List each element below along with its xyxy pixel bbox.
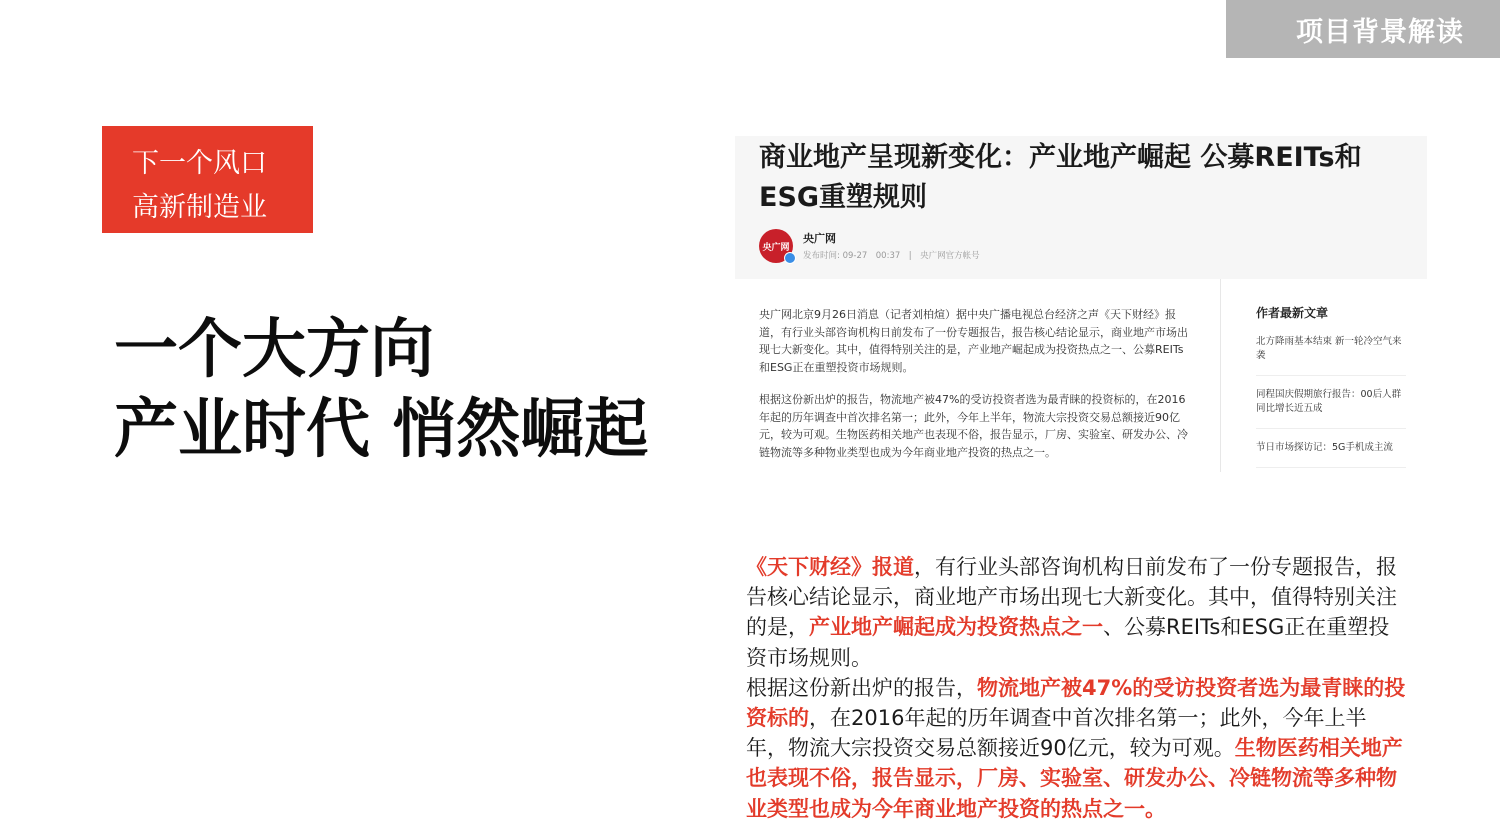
article-screenshot	[735, 136, 1427, 472]
main-headline	[114, 310, 648, 470]
article-divider	[1220, 279, 1221, 472]
source-name: 央广网	[803, 232, 836, 245]
author-sidebar	[1256, 304, 1406, 472]
article-paragraph: 央广网北京9月26日消息（记者刘柏煊）据中央广播电视总台经济之声《天下财经》报道，有行业头部咨询机构日前发布了一份专题报告，报告核心结论显示，商业地产市场出现七大新变化。其中，值得特别关注的是，产业地产崛起成为投资热点之一、公募REITs和ESG正在重塑投资市场规则。	[759, 308, 1188, 374]
source-avatar: 央广网	[759, 229, 793, 263]
headline-line-1: 一个大方向	[114, 313, 434, 387]
badge-line-2: 高新制造业	[132, 192, 267, 223]
highlight-text: 《天下财经》报道	[746, 555, 914, 579]
highlight-text: 生物医药相关地产也表现不俗，报告显示，厂房、实验室、研发办公、冷链物流等多种物业类型也成为今年商业地产投资的热点之一。	[746, 736, 1403, 821]
body-text: 根据这份新出炉的报告，	[746, 675, 977, 700]
sidebar-article-link[interactable]: 北方降雨基本结束 新一轮冷空气来袭	[1256, 335, 1406, 376]
body-text: ，在2016年起的历年调查中首次排名第一；此外，今年上半年，物流大宗投资交易总额接近90亿元，较为可观。	[746, 706, 1367, 761]
theme-badge	[102, 126, 313, 233]
headline-line-2: 产业时代 悄然崛起	[114, 393, 649, 467]
article-header	[735, 136, 1427, 279]
sidebar-title: 作者最新文章	[1256, 306, 1329, 320]
body-text: ，有行业头部咨询机构日前发布了一份专题报告，报告核心结论显示，商业地产市场出现七大新变化。其中，值得特别关注的是，	[746, 555, 1397, 640]
summary-text	[746, 552, 1406, 824]
verified-icon	[784, 252, 796, 264]
body-text: 、公募REITs和ESG正在重塑投资市场规则。	[746, 615, 1390, 670]
section-label: 项目背景解读	[1226, 0, 1500, 58]
sidebar-article-link[interactable]: 节日市场探访记：5G手机成主流	[1256, 441, 1406, 468]
highlight-text: 物流地产被47%的受访投资者选为最青睐的投资标的	[746, 675, 1406, 731]
source-meta: 发布时间: 09-27 00:37 | 央广网官方帐号	[803, 251, 980, 261]
article-title: 商业地产呈现新变化：产业地产崛起 公募REITs和ESG重塑规则	[759, 142, 1362, 213]
badge-line-1: 下一个风口	[132, 148, 267, 179]
sidebar-article-link[interactable]: 同程国庆假期旅行报告：00后人群同比增长近五成	[1256, 388, 1406, 429]
article-paragraph: 根据这份新出炉的报告，物流地产被47%的受访投资者选为最青睐的投资标的，在2016年起的历年调查中首次排名第一；此外，今年上半年，物流大宗投资交易总额接近90亿元，较为可观。生物医药相关地产也表现不俗，报告显示，厂房、实验室、研发办公、冷链物流等多种物业类型也成为今年商业地产投资的热点之一。	[759, 393, 1188, 459]
article-body	[759, 306, 1191, 472]
highlight-text: 产业地产崛起成为投资热点之一	[809, 615, 1103, 640]
